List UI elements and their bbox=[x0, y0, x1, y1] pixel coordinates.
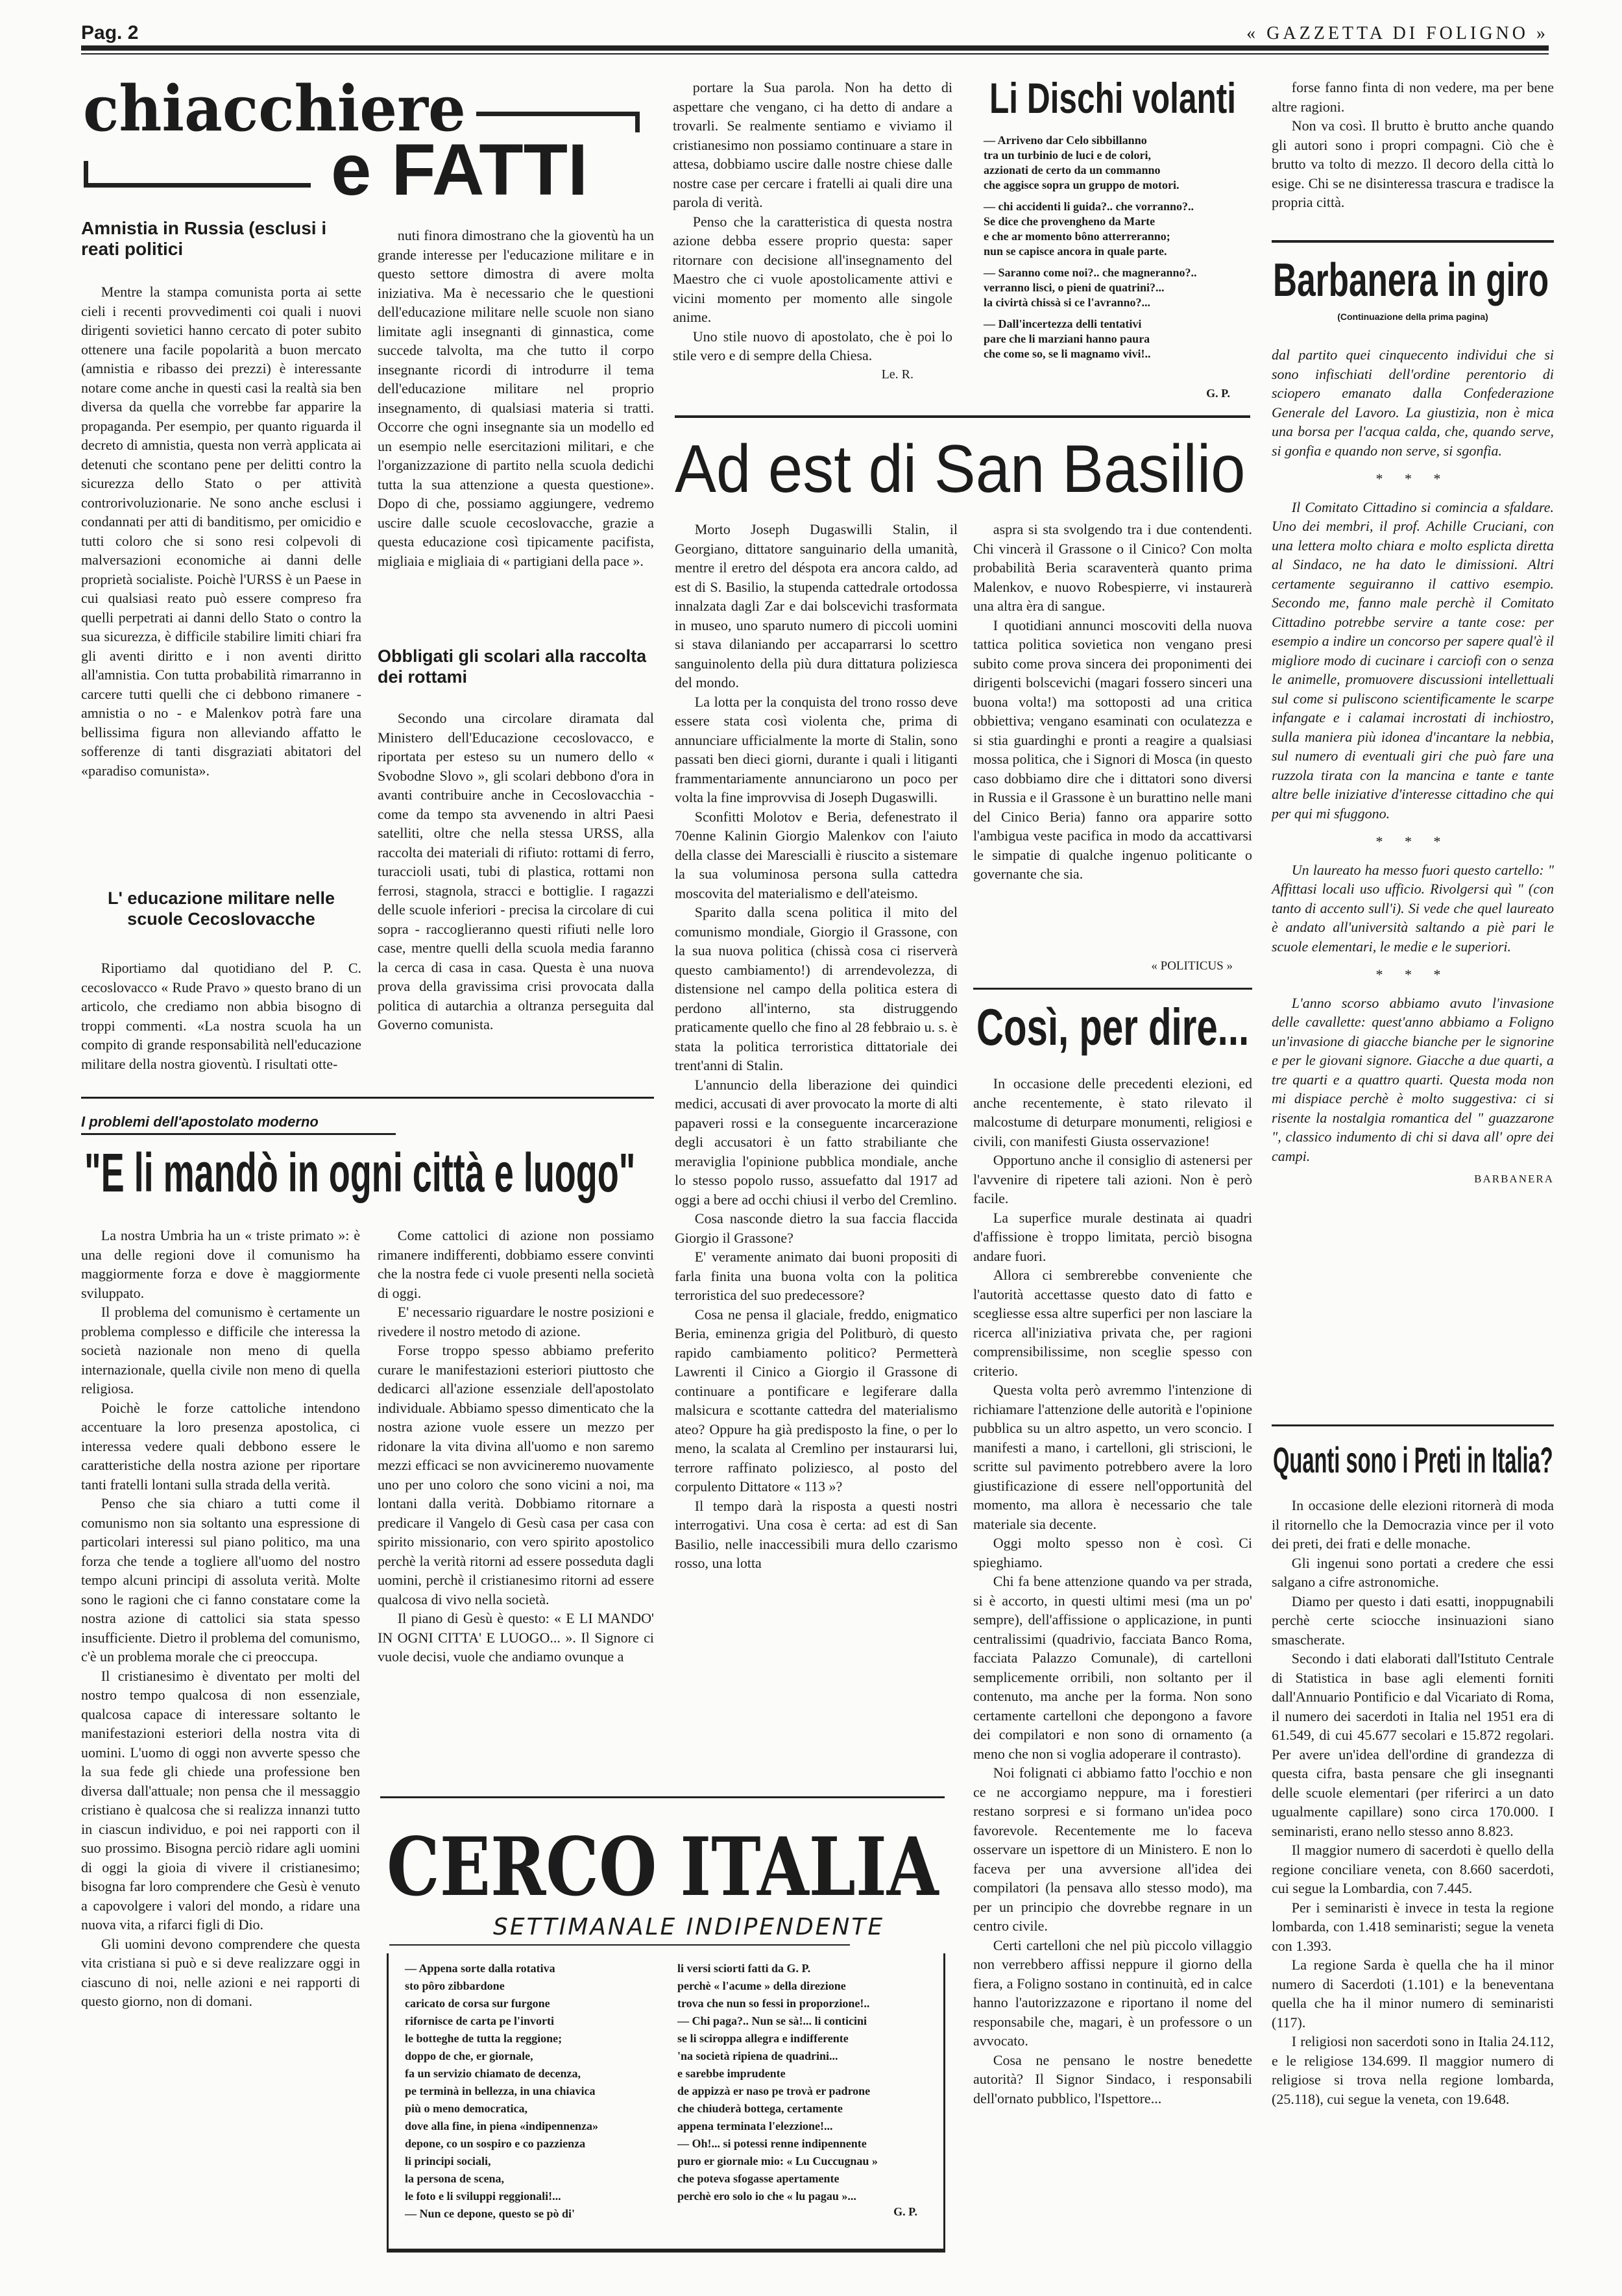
section-rule bbox=[1272, 240, 1554, 243]
amnistia-heading: Amnistia in Russia (esclusi i reati politici bbox=[81, 218, 327, 259]
paragraph: La regione Sarda è quella che ha il minor numero di Sacerdoti (1.101) e la beneventana quella che ha il minor numero di seminaristi (117). bbox=[1272, 1957, 1554, 2031]
mando-title: "E li mandò in ogni città e luogo" bbox=[84, 1142, 636, 1203]
paragraph: L'anno scorso abbiamo avuto l'invasione delle cavallette: quest'anno abbiamo a Foligno un'invasione di giacche bianche per le signorine e per le giovani signore. Giacche a due quarti, a tre quarti e a quattro quarti. Questa moda non mi dispiace perchè è molto suggestiva: ci si risente la nostalgia romantica del " guazzarone ", classico indumento di chi si dava all' opre dei campi. bbox=[1272, 994, 1554, 1164]
paragraph: Certi cartelloni che nel più piccolo villaggio non verrebbero affissi neppure il giorno della fiera, a Foligno sostano in continuità, ed in calce hanno l'autorizzazone e riportano il nome del responsabile che, magari, è un professore o un avvocato. bbox=[973, 1936, 1252, 2049]
cosi-body bbox=[973, 1074, 1252, 2108]
paragraph: Il maggior numero di sacerdoti è quello della regione conciliare veneta, con 8.660 sacerdoti, cui segue la Lombardia, con 7.445. bbox=[1272, 1842, 1554, 1896]
educazione-heading: L' educazione militare nelle scuole Cecoslovacche bbox=[107, 888, 335, 929]
paragraph: Cosa nasconde dietro la sua faccia flaccida Giorgio il Grassone? bbox=[675, 1210, 958, 1246]
san-basilio-title: Ad est di San Basilio bbox=[675, 432, 1246, 507]
paragraph: L'annuncio della liberazione dei quindici medici, accusati di aver provocato la morte di alti papaveri rossi e la conseguente incarcerazione degli accusatori è un fatto strabiliante che meraviglia l'opinione pubblica mondiale, anche lo stesso popolo russo, assuefatto dal 1917 ad oggi a bere ad occhi chiusi il verbo del Cremlino. bbox=[675, 1076, 958, 1208]
barbanera-title: Barbanera in giro bbox=[1273, 254, 1549, 306]
paragraph: Penso che la caratteristica di questa nostra azione debba essere proprio questa: saper ritornare con decisione all'insegnamento del Maestro che ci vuole apostolicamente attivi e vicini momento per momento alle singole anime. bbox=[673, 213, 952, 325]
paragraph: Mentre la stampa comunista porta ai sette cieli i recenti provvedimenti coi quali i nuovi dirigenti sovietici hanno cercato di poter subito ottenere una facile popolarità a buon mercato (amnistia e ribasso dei prezzi) è interessante notare come anche in questi casi la realtà sia ben diversa da quella che vorrebbe far apparire la propaganda. Per esempio, per quanto riguarda il decreto di amnistia, questa non verrà applicata ai detenuti che scontano pene per delitti contro la sicurezza dello Stato o per attività controrivoluzionarie. Ne sono anche esclusi i condannati per atti di banditismo, per omicidio e tutti coloro che si sono resi colpevoli di malversazioni economiche ai danni delle proprietà socialiste. Poichè l'URSS è un Paese in cui qualsiasi reato può essere compreso fra quelli perpetrati ai danni dello Stato o contro la sua sicurezza, è difficile stabilire limiti chiari fra gli aventi diritto e i non aventi diritto all'amnistia. Con tutta probabilità rimarranno in carcere tutti quelli che ci debbono rimanere - amnistia o no - e Malenkov potrà fare una bellissima figura non alleviando affatto le sofferenze di tanti disgraziati abitatori del «paradiso comunista». bbox=[81, 284, 361, 779]
subtitle-rule bbox=[389, 1944, 850, 1946]
mando-col-a bbox=[81, 1226, 360, 2011]
rottami-heading: Obbligati gli scolari alla raccolta dei rottami bbox=[378, 646, 647, 687]
cerco-poem-b: li versi sciorti fatti da G. P. perchè « l'acume » della direzione trova che nun so fessi in proporzione!.. — Chi paga?.. Nun se sà!... li conticini se li sciroppa allegra e indifferente 'na società ripiena de quadrini... e sarebbe imprudente de appizzà er naso pe trovà er padrone che chiuderà bottega, certamente appena terminata l'elezzione!... — Oh!... si potessi renne indipennente puro er giornale mio: « Lu Cuccugnau » che poteva sfogasse apertamente perchè ero solo io che « lu pagau »... bbox=[677, 1962, 878, 2203]
section-rule bbox=[380, 1796, 945, 1798]
paragraph-group bbox=[973, 520, 1252, 884]
educazione-body bbox=[81, 959, 361, 1073]
paragraph: Forse troppo spesso abbiamo preferito curare le manifestazioni esteriori piuttosto che dedicarci all'azione essenziale dell'apostolato individuale. Abbiamo spesso dimenticato che la nostra azione vuole essere un mezzo per ridonare la vita divina all'uomo e non saremo mezzi efficaci se non avvicineremo nuovamente uno per uno coloro che sono vicini a noi, ma lontani dalla verità. Dobbiamo ritornare a predicare il Vangelo di Gesù casa per casa con spirito missionario, con vero spirito apostolico perchè la verità ritorni ad essere posseduta dagli uomini, perchè il cristianesimo ritorni ad essere qualcosa di vivo nella società. bbox=[378, 1342, 654, 1607]
paragraph: Un laureato ha messo fuori questo cartello: " Affittasi locali uso ufficio. Rivolgersi quì " (con tanto di accento sull'i). Si vede che quel laureato è andato all'università saltando a piè pari le scuole elementari, le medie e le superiori. bbox=[1272, 861, 1554, 955]
paragraph: Il tempo darà la risposta a questi nostri interrogativi. Una cosa è certa: ad est di San Basilio, nelle inaccessibili mura dello czarismo rosso, una lotta bbox=[675, 1497, 958, 1571]
signature: Le. R. bbox=[881, 367, 914, 382]
paragraph: La nostra Umbria ha un « triste primato »: è una delle regioni dove il comunismo ha maggiormente forza e dove è maggiormente sviluppato. bbox=[81, 1227, 360, 1301]
paragraph: E' veramente animato dai buoni propositi di farla finita una buona volta con la politica terroristica del suo predecessore? bbox=[675, 1249, 958, 1303]
paragraph-group bbox=[81, 959, 361, 1073]
barbanera-signature: BARBANERA bbox=[1474, 1173, 1554, 1185]
paragraph: Diamo per questo i dati esatti, inoppugnabili perchè certe sciocche insinuazioni siano smascherate. bbox=[1272, 1593, 1554, 1648]
educazione-continuation bbox=[378, 226, 654, 570]
paragraph-group bbox=[81, 1226, 360, 2011]
header-rule-thin bbox=[81, 53, 1549, 55]
paragraph: Gli ingenui sono portati a credere che essi salgano a cifre astronomiche. bbox=[1272, 1554, 1554, 1590]
paragraph: Questa volta però avremmo l'intenzione di richiamare l'attenzione delle autorità e l'opinione pubblica su un altro aspetto, un vero sconcio. I manifesti a mano, i cartelloni, gli striscioni, le scritte sul pavimento potrebbero avere la loro giustificazione di essere nell'opportunità del momento, ma allora è necessario che tale materiale sia decente. bbox=[973, 1382, 1252, 1532]
section-rule bbox=[1272, 1424, 1554, 1426]
header-rule bbox=[81, 45, 1549, 51]
separator: * * * bbox=[1375, 833, 1450, 849]
stanza: — Arriveno dar Celo sibbillanno tra un turbinio de luci e de colori, azzionati de certo da un commanno che aggisce sopra un gruppo de motori. bbox=[984, 134, 1180, 191]
dischi-poem bbox=[984, 133, 1250, 368]
paragraph: Cosa ne pensano le nostre benedette autorità? Il Signor Sindaco, i responsabili dell'ornato pubblico, l'Ispettore... bbox=[973, 2051, 1252, 2107]
paragraph: Oggi molto spesso non è così. Ci spieghiamo. bbox=[973, 1535, 1252, 1570]
cosi-title: Così, per dire... bbox=[976, 998, 1250, 1056]
title-bracket-right bbox=[635, 112, 640, 132]
paragraph: Secondo una circolare diramata dal Ministero dell'Educazione cecoslovacco, e riportata per esteso su un numero dello « Svobodne Slovo », gli scolari debbono d'ora in avanti contribuire anche in Cecoslovacchia - come da tempo sta avvenendo in altri Paesi satelliti, oltre che nella stessa URSS, alla raccolta dei materiali di rifiuto: rottami di ferro, turaccioli usati, tubi di plastica, rottami non ferrosi, stagnola, stracci e bottiglie. I ragazzi delle scuole inferiori - precisa la circolare di cui sopra - raccoglieranno questi rifiuti nelle loro case, mentre quelli della scuola media faranno la cerca di casa in casa. Questa è una nuova prova della gravissima crisi provocata dalla politica di autarchia a oltranza perseguita dal Governo comunista. bbox=[378, 710, 654, 1032]
masthead: « GAZZETTA DI FOLIGNO » bbox=[1246, 23, 1549, 43]
title-bracket-top bbox=[476, 112, 640, 116]
paragraph-group bbox=[673, 78, 952, 365]
section-rule bbox=[973, 988, 1252, 990]
paragraph-group bbox=[1272, 78, 1554, 212]
paragraph: Allora ci sembrerebbe conveniente che l'autorità accettasse questo dato di fatto e scegliesse essa altre superfici per non lasciare la ricerca all'iniziativa privata che, per ragioni comprensibilissime, non sceglie spesso con criterio. bbox=[973, 1267, 1252, 1379]
paragraph: Sconfitti Molotov e Beria, defenestrato il 70enne Kalinin Giorgio Malenkov con l'aiuto della classe dei Marescialli è riuscito a sistemare la sua voluminosa persona sulla cattedra moscovita del materialismo e dell'ateismo. bbox=[675, 808, 958, 901]
paragraph: La lotta per la conquista del trono rosso deve essere stata così violenta che, prima di annunciare ufficialmente la morte di Stalin, sono passati ben dieci giorni, durante i quali i litiganti frammentariamente annunciarono un poco per volta la fine improvvisa di Joseph Dugaswilli. bbox=[675, 693, 958, 805]
paragraph: Per i seminaristi è invece in testa la regione lombarda, con 1.418 seminaristi; segue la veneta con 1.393. bbox=[1272, 1899, 1554, 1954]
preti-body bbox=[1272, 1496, 1554, 2108]
separator: * * * bbox=[1375, 470, 1450, 487]
paragraph: Noi folignati ci abbiamo fatto l'occhio e non ce ne accorgiamo neppure, ma i forestieri restano sorpresi e si formano un'idea poco favorevole. Recentemente me lo faceva osservare un ispettore di un Ministero. E non lo faceva per una avversione all'idea dei compilatori (la pensava allo stesso modo), ma per un principio che dovrebbe regnare in un centro civile. bbox=[973, 1765, 1252, 1934]
paragraph: Penso che sia chiaro a tutti come il comunismo non sia soltanto una espressione di particolari interessi sul piano politico, ma una forza che tende a togliere all'uomo del nostro tempo alcuni principi di assoluta verità. Molte sono le ragioni che ci fanno constatare come la nostra azione di cattolici sia stata spesso insufficiente. Dietro il problema del comunismo, c'è un problema morale che ci preoccupa. bbox=[81, 1495, 360, 1665]
paragraph: Cosa ne pensa il glaciale, freddo, enigmatico Beria, eminenza grigia del Politburò, di questo rapido cambiamento politico? Permetterà Lawrenti il Cinico a Giorgio il Grassone di continuare a pontificare e legiferare dalla malsicura e scottante cattedra del materialismo ateo? Oppure ha già predisposto la fine, o per lo meno, la scalata al Cremlino per instaurarsi lui, terrore raffinato poliziesco, al posto del corpulento Dittatore « 113 »? bbox=[675, 1306, 958, 1495]
barbanera-subtitle: (Continuazione della prima pagina) bbox=[1337, 311, 1488, 322]
kicker-underline bbox=[81, 1133, 396, 1135]
paragraph-group bbox=[378, 1226, 654, 1667]
section-rule bbox=[675, 415, 1250, 418]
paragraph: forse fanno finta di non vedere, ma per bene altre ragioni. bbox=[1272, 79, 1554, 115]
dischi-title: Li Dischi volanti bbox=[989, 74, 1237, 122]
paragraph: Sparito dalla scena politica il mito del comunismo mondiale, Giorgio il Grassone, con la sua nuova politica (chissà cosa ci riserverà questo cambiamento!) di arrendevolezza, di distensione nel campo della politica estera di perdono all'interno, sta distruggendo praticamente quello che fino al 28 febbraio u. s. è stata la politica terroristica dittatoriale dei trent'anni di Stalin. bbox=[675, 904, 958, 1073]
paragraph: Non va così. Il brutto è brutto anche quando gli autori sono i propri compagni. Ciò che è brutto va tolto di mezzo. Il decoro della città lo esige. Chi se ne disinteressa trascura e tradisce la propria città. bbox=[1272, 117, 1554, 210]
paragraph: Opportuno anche il consiglio di astenersi per l'avvenire di ripetere tali azioni. Non è però facile. bbox=[973, 1152, 1252, 1206]
paragraph-group bbox=[81, 282, 361, 780]
title-bracket-bottom bbox=[84, 183, 311, 188]
cerco-italia-logo: CERCO ITALIA bbox=[387, 1820, 939, 1914]
paragraph: Il piano di Gesù è questo: « E LI MANDO' IN OGNI CITTA' E LUOGO... ». Il Signore ci vuole decisi, vuole che andiamo ovunque a bbox=[378, 1610, 654, 1665]
page-number: Pag. 2 bbox=[81, 22, 139, 43]
paragraph-group bbox=[1272, 1496, 1554, 2108]
paragraph: In occasione delle elezioni ritornerà di moda il ritornello che la Democrazia vince per il voto dei preti, dei frati e delle monache. bbox=[1272, 1497, 1554, 1552]
apostolato-continuation bbox=[673, 78, 952, 384]
preti-title: Quanti sono i Preti in Italia? bbox=[1273, 1439, 1553, 1480]
paragraph: dal partito quei cinquecento individui che si sono infischiati dell'ordine perentorio di sciopero emanato dalla Confederazione Generale del Lavoro. La giustizia, non è mica una borsa per l'acqua calda, che, quando serve, si gonfia e quando non serve, si sgonfia. bbox=[1272, 347, 1554, 459]
paragraph-group bbox=[675, 520, 958, 1573]
paragraph: nuti finora dimostrano che la gioventù ha un grande interesse per l'educazione militare e in questo settore dimostra di avere molta iniziativa. Ma è necessario che le questioni dell'educazione militare nelle scuole non siano limitate agli insegnanti di ginnastica, come succede talvolta, ma che tutto il corpo insegnante ricordi di introdurre il tema dell'educazione militare nel proprio insegnamento, di qualsiasi materia si tratti. Occorre che ogni insegnante sia un modello ed un esempio nelle esercitazioni militari, e che l'organizzazione di partito nella scuola dedichi tutta la sua attenzione a questa questione». Dopo di che, possiamo aggiungere, vedremo uscire dalle scuole cecoslovacche, grazie a questa educazione così tipicamente pacifista, migliaia e migliaia di « partigiani della pace ». bbox=[378, 227, 654, 569]
paragraph-group bbox=[378, 709, 654, 1034]
san-basilio-col-b bbox=[973, 520, 1252, 884]
rottami-body bbox=[378, 709, 654, 1034]
title-fatti: e FATTI bbox=[331, 129, 588, 210]
paragraph: Gli uomini devono comprendere che questa vita cristiana si può e si deve realizzare oggi in ciascuno di noi, nelle azioni e nei rapporti di questo giorno, non di domani. bbox=[81, 1935, 360, 2009]
cerco-italia-subtitle: SETTIMANALE INDIPENDENTE bbox=[493, 1914, 885, 1940]
barbanera-body bbox=[1272, 345, 1554, 1189]
page-extent bbox=[0, 0, 1, 2296]
stanza: — Dall'incertezza delli tentativi pare che li marziani hanno paura che come so, se li magnamo vivi!.. bbox=[984, 317, 1151, 360]
paragraph-group bbox=[378, 226, 654, 570]
paragraph: Riportiamo dal quotidiano del P. C. cecoslovacco « Rude Pravo » questo brano di un articolo, che crediamo non abbia bisogno di troppi commenti. «La nostra scuola ha un compito di grande responsabilità nell'educazione militare della nostra gioventù. I risultati otte- bbox=[81, 960, 361, 1072]
paragraph: La superfice murale destinata ai quadri d'affissione è troppo limitata, perciò bisogna andare fuori. bbox=[973, 1209, 1252, 1264]
san-basilio-col-a bbox=[675, 520, 958, 1573]
paragraph: Secondo i dati elaborati dall'Istituto Centrale di Statistica in base agli elementi forniti dall'Annuario Pontificio e dal Vicariato di Roma, il numero dei sacerdoti in Italia nel 1951 era di 61.549, di cui 45.677 secolari e 15.872 regolari. Per avere un'idea dell'ordine di grandezza di questa cifra, basta pensare che gli insegnanti delle scuole elementari (per riferirci a un dato ugualmente capillare) sono circa 170.000. I seminaristi, erano nello stesso anno 8.823. bbox=[1272, 1650, 1554, 1839]
paragraph: Il problema del comunismo è certamente un problema complesso e difficile che interessa la società nazionale non meno di quella internazionale, quella civile non meno di quella religiosa. bbox=[81, 1304, 360, 1397]
paragraph: I quotidiani annunci moscoviti della nuova tattica politica sovietica non vengano presi subito come prova sincera dei proponimenti dei dirigenti bolscevichi (magari fossero sinceri una buona volta!) ma sottoposti ad una critica obbiettiva; vengano esaminati con oculatezza e si stia guardinghi e pronti a reagire a qualsiasi mossa politica, che i Signori di Mosca (in questo caso dobbiamo dire che i dittatori sono diversi in Russia e il Grassone è un burattino nelle mani del Cinico Beria) fanno ora apparire sotto l'ambigua veste pacifica in modo da accattivarsi le simpatie di qualche ingenuo politicante o governante che sia. bbox=[973, 617, 1252, 882]
paragraph: Chi fa bene attenzione quando va per strada, si è accorto, in questi ultimi mesi (ma un po' sempre), dell'affissione o applicazione, in punti centralissimi (quadrivio, facciata Banco Roma, facciata Palazzo Comunale), di cartelloni semplicemente orribili, non soltanto per il contenuto, ma anche per la forma. Non sono certamente cartelloni che depongono a favore dei compilatori e non sono di ornamento (a meno che non si voglia adoperare il contrasto). bbox=[973, 1573, 1252, 1762]
politicus-signature: « POLITICUS » bbox=[1151, 959, 1233, 973]
paragraph: In occasione delle precedenti elezioni, ed anche recentemente, è stato rilevato il malcostume di deturpare monumenti, religiosi e civili, con manifesti Giusta osservazione! bbox=[973, 1075, 1252, 1149]
paragraph: E' necessario riguardare le nostre posizioni e rivedere il nostro metodo di azione. bbox=[378, 1304, 654, 1339]
paragraph: aspra si sta svolgendo tra i due contendenti. Chi vincerà il Grassone o il Cinico? Con molta probabilità Beria scaraventerà quanto prima Malenkov, e nuovo Robespierre, vi instaurerà una altra èra di sangue. bbox=[973, 521, 1252, 614]
title-chiacchiere: chiacchiere bbox=[83, 72, 466, 145]
cerco-signature: G. P. bbox=[893, 2205, 917, 2218]
paragraph-group bbox=[973, 1074, 1252, 2108]
mando-col-b bbox=[378, 1226, 654, 1667]
cosi-continuation bbox=[1272, 78, 1554, 212]
poem-frame bbox=[387, 1953, 945, 2253]
paragraph: portare la Sua parola. Non ha detto di aspettare che vengano, ci ha detto di andare a trovarli. Se realmente sentiamo e viviamo il cristianesimo non possiamo continuare a stare in attesa, dobbiamo uscire dalle nostre chiese dalle nostre case per cercare i fratelli ai quali dire una parola di verità. bbox=[673, 79, 952, 210]
section-rule bbox=[81, 1097, 654, 1099]
stanza: — chi accidenti li guida?.. che vorranno?.. Se dice che provengheno da Marte e che ar momento bôno atterreranno; nun se capisce ancora in quale parte. bbox=[984, 200, 1194, 258]
paragraph: Uno stile nuovo di apostolato, che è poi lo stile vero e di sempre della Chiesa. bbox=[673, 328, 952, 363]
paragraph: I religiosi non sacerdoti sono in Italia 24.112, e le religiose 134.699. Il maggior numero di religiose si trova nella regione lombarda, (25.118), cui segue la veneta, con 19.648. bbox=[1272, 2033, 1554, 2107]
mando-kicker: I problemi dell'apostolato moderno bbox=[81, 1114, 319, 1130]
amnistia-body bbox=[81, 282, 361, 780]
dischi-signature: G. P. bbox=[1206, 387, 1230, 400]
paragraph: Morto Joseph Dugaswilli Stalin, il Georgiano, dittatore sanguinario della umanità, mentre il eretro del déspota era ancora caldo, ad est di S. Basilio, la stupenda cattedrale ortodossa innalzata dagli Zar e dai bolscevichi trasformata in museo, uno sparuto numero di piccoli uomini si stava dilaniando per accaparrarsi lo scettro sanguinolento della più dura dittatura poliziesca del mondo. bbox=[675, 521, 958, 690]
cerco-poem-a: — Appena sorte dalla rotativa sto pôro zibbardone caricato de corsa sur furgone rifornisce de carta pe l'invorti le botteghe de tutta la reggione; doppo de che, er giornale, fa un servizio chiamato de decenza, pe terminà in bellezza, in una chiavica più o meno democratica, dove alla fine, in piena «indipennenza» depone, co un sospiro e co pazzienza li principi sociali, la persona de scena, le foto e li sviluppi reggionali!... — Nun ce depone, questo se pò di' bbox=[405, 1962, 599, 2220]
paragraph: Il cristianesimo è diventato per molti del nostro tempo qualcosa di non essenziale, qualcosa capace di interessare soltanto le manifestazioni esteriori della nostra vita di uomini. L'uomo di oggi non avverte spesso che la sua fede gli chiede una professione ben diversa dall'attuale; non pensa che il messaggio cristiano è qualcosa che si realizza innanzi tutto in ciascun individuo, e poi nei rapporti con il suo prossimo. Bisogna perciò ridare agli uomini di oggi la gioia di vivere il cristianesimo; bisogna far loro comprendere che Gesù è venuto a capovolgere i valori del mondo, a ridare una nuova vita, a rifarci figli di Dio. bbox=[81, 1667, 360, 1933]
separator: * * * bbox=[1375, 966, 1450, 983]
stanza: — Saranno come noi?.. che magneranno?.. verranno lisci, o pieni de quatrini?... la civirtà chissà si ce l'avranno?... bbox=[984, 266, 1197, 309]
paragraph: Il Comitato Cittadino si comincia a sfaldare. Uno dei membri, il prof. Achille Cruciani, con una lettera molto chiara e molto esplicta diretta al Sindaco, ne ha dato le dimissioni. Altri certamente seguiranno il cattivo esempio. Secondo me, fanno male perchè il Comitato Cittadino potrebbe servire a tante cose: per esempio a indire un concorso per sapere qual'è il migliore modo di cucinare i carciofi con o senza le animelle, promuovere discussioni intellettuali sul come si puliscono scientificamente le scarpe infangate e i calamai incrostati di inchiostro, sulla maniera più idonea d'incantare la nebbia, sul numero di eventuali giri che può fare una ruzzola tirata con la mancina e tante e tante altre belle iniziative d'interesse cittadino che qui per qui mi sfuggono. bbox=[1272, 498, 1554, 822]
paragraph: Come cattolici di azione non possiamo rimanere indifferenti, dobbiamo essere convinti che la nostra fede ci vuole presenti nella società di oggi. bbox=[378, 1227, 654, 1301]
paragraph: Poichè le forze cattoliche intendono accentuare la loro presenza apostolica, ci interessa vedere quali debbono essere le caratteristiche della nostra azione per riportare tanti fratelli lontani sulla strada della verità. bbox=[81, 1399, 360, 1493]
